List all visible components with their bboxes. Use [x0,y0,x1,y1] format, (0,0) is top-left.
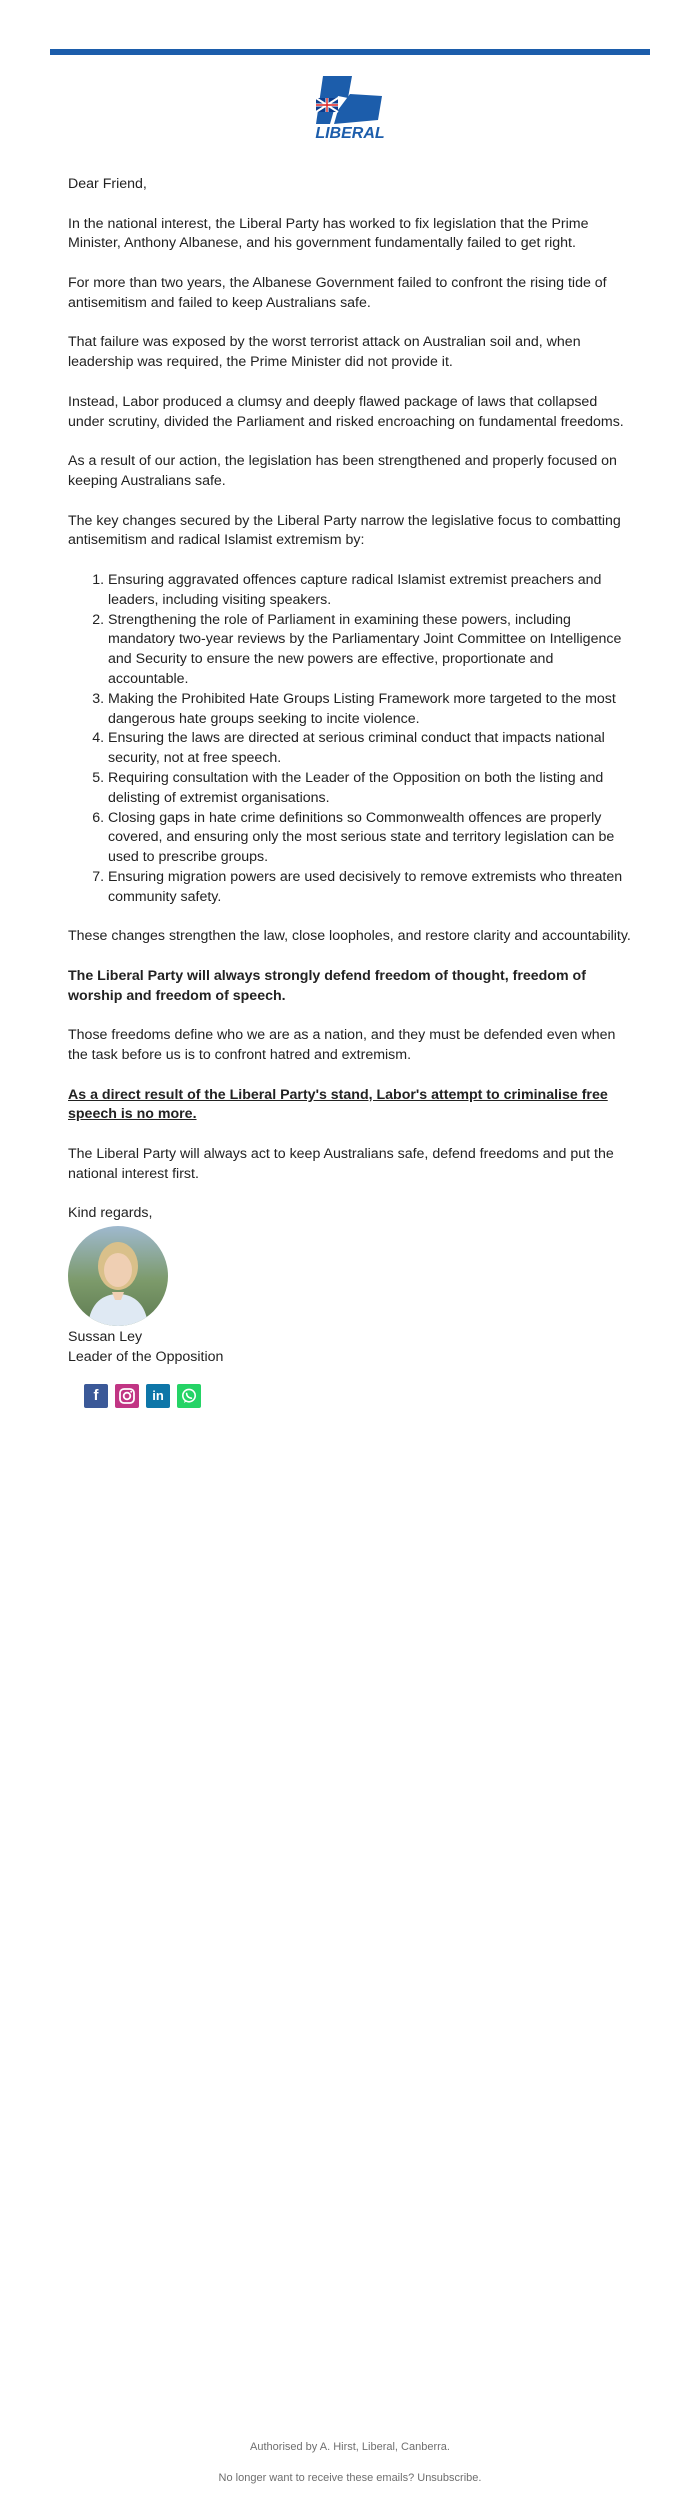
underlined-statement: As a direct result of the Liberal Party's stand, Labor's attempt to criminalise free speech is no more. [68,1086,608,1123]
liberal-logo[interactable] [310,72,390,144]
list-item: 7. Ensuring migration powers are used decisively to remove extremists who threaten community safety. [108,868,634,908]
list-item: 1. Ensuring aggravated offences capture radical Islamist extremist preachers and leaders, including visiting speakers. [108,571,634,611]
signer-title: Leader of the Opposition [68,1349,224,1366]
avatar [68,1226,168,1326]
list-item: 6. Closing gaps in hate crime definitions so Commonwealth offences are properly covered, and ensuring only the most serious state and territory legislation can be used to prescribe groups. [108,809,634,868]
signer-photo [68,1226,168,1326]
freedoms-paragraph: Those freedoms define who we are as a nation, and they must be defended even when the task before us is to confront hatred and extremism. [68,1027,616,1064]
footer-authorised: Authorised by A. Hirst, Liberal, Canberra. [250,2441,450,2453]
email-body [68,175,634,1408]
social-links [84,1384,634,1408]
svg-text:LIBERAL: LIBERAL [315,125,385,142]
instagram-icon[interactable] [115,1384,139,1408]
signer-name: Sussan Ley [68,1329,143,1346]
paragraph-2: For more than two years, the Albanese Government failed to confront the rising tide of antisemitism and failed to keep Australians safe. [68,274,607,311]
whatsapp-glyph [180,1387,198,1405]
after-list-paragraph: These changes strengthen the law, close loopholes, and restore clarity and accountability. [68,928,631,945]
linkedin-icon[interactable]: in [146,1384,170,1408]
paragraph-1: In the national interest, the Liberal Party has worked to fix legislation that the Prime Minister, Anthony Albanese, and his government fundamentally failed to get right. [68,215,589,252]
greeting: Dear Friend, [68,176,147,192]
top-accent-bar [50,49,650,55]
closing-paragraph: The Liberal Party will always act to keep Australians safe, defend freedoms and put the national interest first. [68,1146,614,1182]
key-changes-list [68,571,634,908]
sign-off: Kind regards, [68,1205,153,1222]
list-item: 4. Ensuring the laws are directed at serious criminal conduct that impacts national security, not at free speech. [108,729,634,769]
bold-statement: The Liberal Party will always strongly defend freedom of thought, freedom of worship and freedom of speech. [68,967,586,1004]
facebook-icon[interactable]: f [84,1384,108,1408]
paragraph-4: Instead, Labor produced a clumsy and deeply flawed package of laws that collapsed under scrutiny, divided the Parliament and risked encroaching on fundamental freedoms. [68,393,624,430]
instagram-glyph [118,1387,136,1405]
list-item: 5. Requiring consultation with the Leader of the Opposition on both the listing and delisting of extremist organisations. [108,769,634,809]
list-item: 3. Making the Prohibited Hate Groups Listing Framework more targeted to the most dangerous hate groups seeking to incite violence. [108,690,634,730]
paragraph-5: As a result of our action, the legislation has been strengthened and properly focused on keeping Australians safe. [68,453,617,489]
liberal-logo-icon [310,72,390,144]
paragraph-3: That failure was exposed by the worst terrorist attack on Australian soil and, when leadership was required, the Prime Minister did not provide it. [68,334,581,371]
whatsapp-icon[interactable] [177,1384,201,1408]
unsubscribe-link[interactable]: No longer want to receive these emails? Unsubscribe. [218,2472,482,2484]
list-item: 2. Strengthening the role of Parliament in examining these powers, including mandatory two-year reviews by the Parliamentary Joint Committee on Intelligence and Security to ensure the new powers are effective, proportionate and accountable. [108,611,634,690]
paragraph-6: The key changes secured by the Liberal Party narrow the legislative focus to combatting antisemitism and radical Islamist extremism by: [68,512,621,549]
